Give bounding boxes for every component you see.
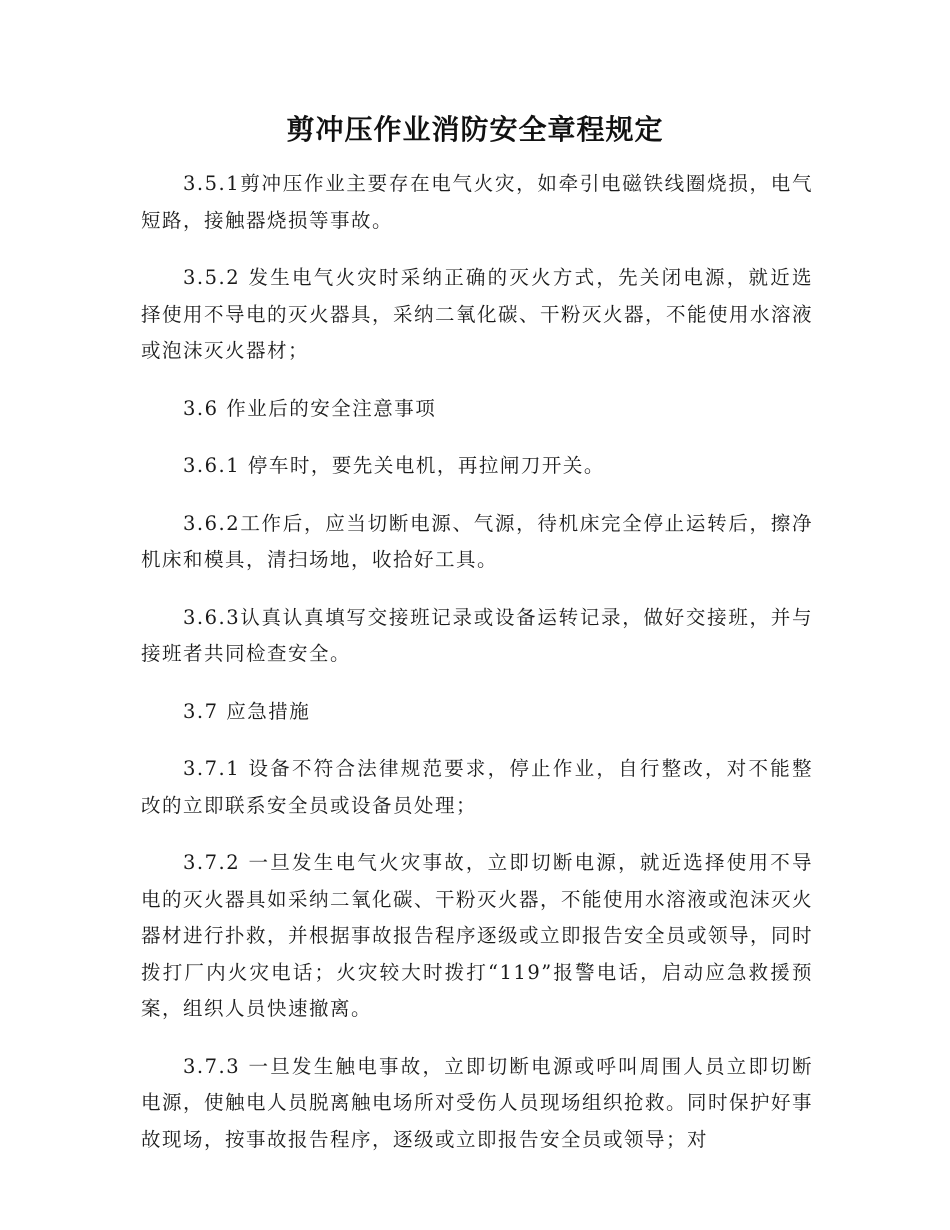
- paragraph-3-5-1: 3.5.1剪冲压作业主要存在电气火灾，如牵引电磁铁线圈烧损，电气短路，接触器烧损等事故。: [141, 172, 813, 232]
- paragraph-3-7-2: 3.7.2 一旦发生电气火灾事故，立即切断电源，就近选择使用不导电的灭火器具如采纳二氧化碳、干粉灭火器，不能使用水溶液或泡沫灭火器材进行扑救，并根据事故报告程序逐级或立即报告安全员或领导，同时拨打厂内火灾电话；火灾较大时拨打“119”报警电话，启动应急救援预案，组织人员快速撤离。: [141, 851, 814, 1020]
- section-heading-3-7: 3.7 应急措施: [183, 699, 311, 723]
- paragraph-3-6-2: 3.6.2工作后，应当切断电源、气源，待机床完全停止运转后，擦净机床和模具，清扫场地，收拾好工具。: [141, 511, 813, 571]
- paragraph-3-7-1: 3.7.1 设备不符合法律规范要求，停止作业，自行整改，对不能整改的立即联系安全员或设备员处理；: [141, 757, 813, 817]
- paragraph-3-5-2: 3.5.2 发生电气火灾时采纳正确的灭火方式，先关闭电源，就近选择使用不导电的灭火器具，采纳二氧化碳、干粉灭火器，不能使用水溶液或泡沫灭火器材；: [141, 266, 814, 362]
- paragraph-3-7-3: 3.7.3 一旦发生触电事故，立即切断电源或呼叫周围人员立即切断电源，使触电人员脱离触电场所对受伤人员现场组织抢救。同时保护好事故现场，按事故报告程序，逐级或立即报告安全员或领导；对: [141, 1054, 814, 1151]
- section-heading-3-6: 3.6 作业后的安全注意事项: [183, 396, 437, 420]
- document-title: 剪冲压作业消防安全章程规定: [286, 113, 664, 146]
- paragraph-3-6-1: 3.6.1 停车时，要先关电机，再拉闸刀开关。: [183, 454, 605, 477]
- paragraph-3-6-3: 3.6.3认真认真填写交接班记录或设备运转记录，做好交接班，并与接班者共同检查安全。: [141, 605, 813, 665]
- document-body: [141, 166, 813, 1179]
